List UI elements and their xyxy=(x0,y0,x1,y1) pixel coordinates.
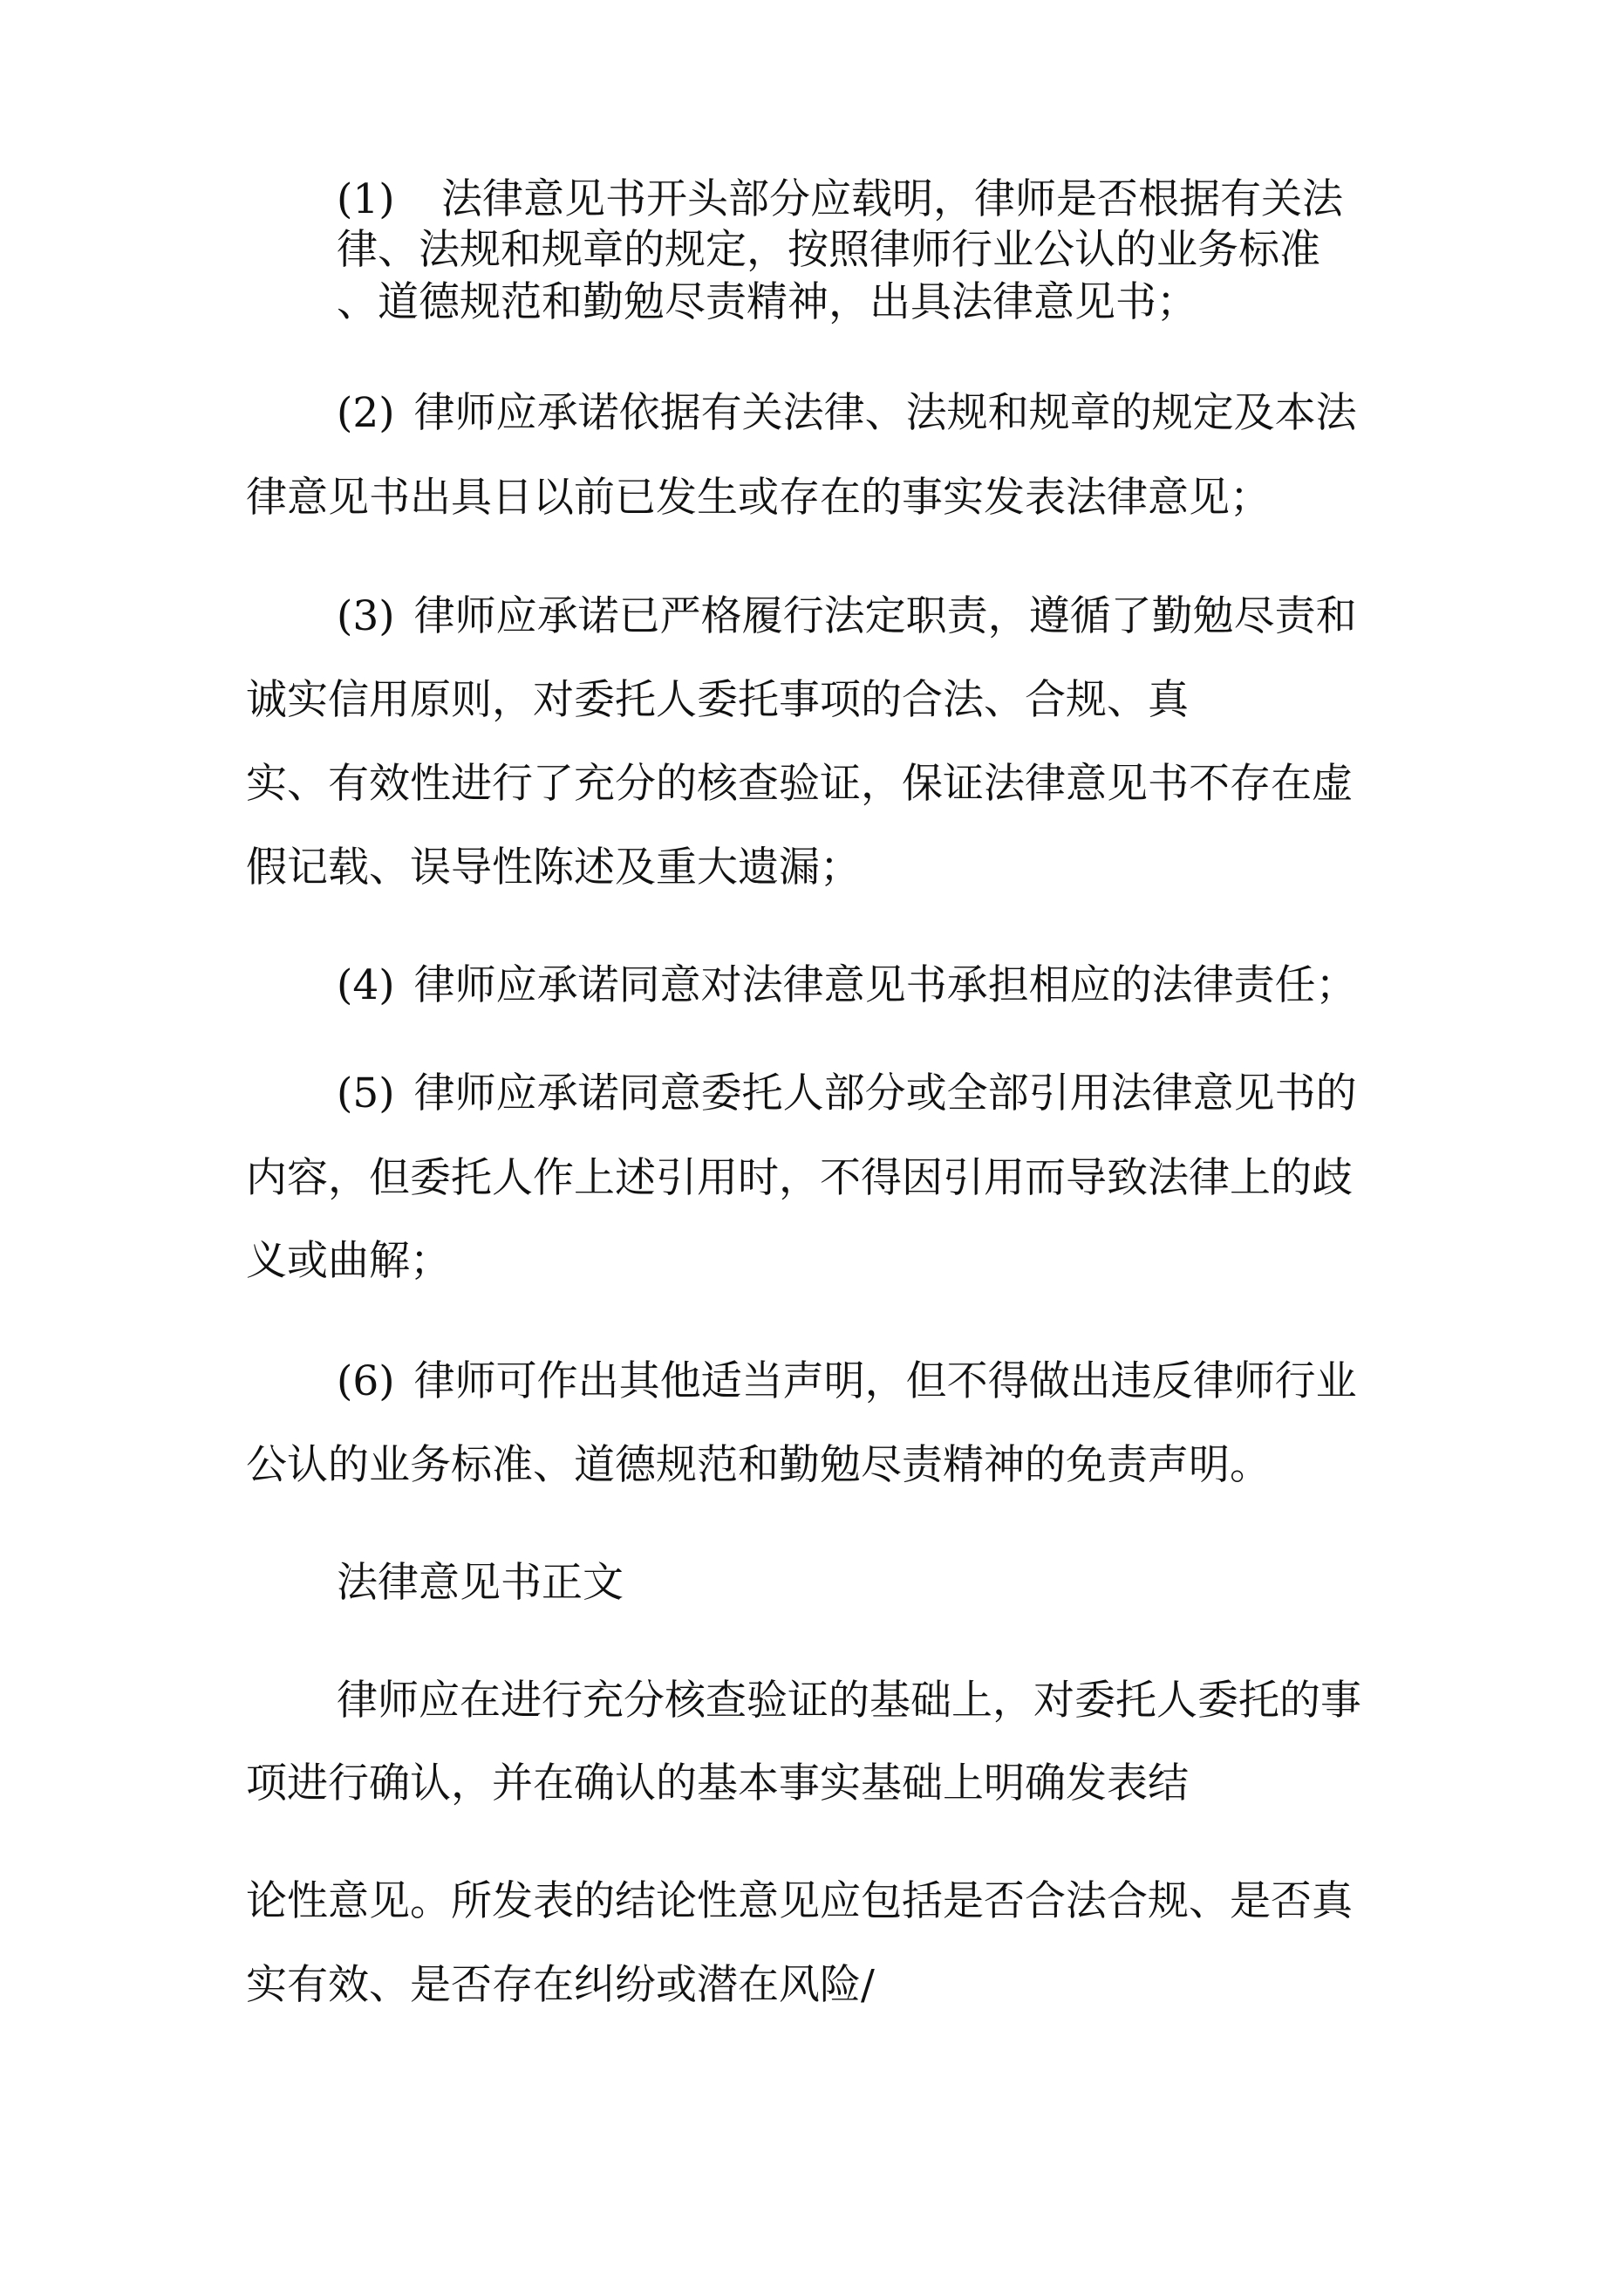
list-item-line: 诚实信用原则，对委托人委托事项的合法、合规、真 xyxy=(246,676,1189,724)
list-item-line: 假记载、误导性陈述及重大遗漏； xyxy=(246,844,861,892)
item-number: (1) xyxy=(337,175,395,223)
item-number: (3) xyxy=(337,592,395,640)
item-number: (2) xyxy=(337,389,395,437)
paragraph-line: 项进行确认，并在确认的基本事实基础上明确发表结 xyxy=(246,1760,1189,1807)
list-item-line: (3) 律师应承诺已严格履行法定职责，遵循了勤勉尽责和 xyxy=(337,592,1357,640)
list-item-line: (4) 律师应承诺同意对法律意见书承担相应的法律责任； xyxy=(337,961,1357,1009)
list-item-line: 实、有效性进行了充分的核查验证，保证法律意见书不存在虚 xyxy=(246,760,1353,808)
paragraph-line: 论性意见。所发表的结论性意见应包括是否合法合规、是否真 xyxy=(246,1877,1353,1925)
list-item-line: 公认的业务标准、道德规范和勤勉尽责精神的免责声明。 xyxy=(246,1441,1271,1489)
section-heading: 法律意见书正文 xyxy=(337,1559,624,1607)
list-item-line: (1) 法律意见书开头部分应载明，律师是否根据有关法 xyxy=(337,175,1343,223)
paragraph-line: 律师应在进行充分核查验证的基础上，对委托人委托的事 xyxy=(337,1677,1361,1725)
list-item-line: 律、法规和规章的规定，按照律师行业公认的业务标准 xyxy=(337,226,1320,274)
list-item-line: (2) 律师应承诺依据有关法律、法规和规章的规定及本法 xyxy=(337,389,1357,437)
list-item-line: 律意见书出具日以前已发生或存在的事实发表法律意见； xyxy=(246,474,1271,522)
paragraph-line: 实有效、是否存在纠纷或潜在风险/ xyxy=(246,1961,875,2009)
list-item-line: 内容，但委托人作上述引用时，不得因引用而导致法律上的歧 xyxy=(246,1154,1353,1202)
item-number: (4) xyxy=(337,961,395,1009)
list-item-line: 义或曲解； xyxy=(246,1237,451,1285)
list-item-line: (6) 律师可作出其他适当声明，但不得做出违反律师行业 xyxy=(337,1357,1357,1405)
list-item-line: 、道德规范和勤勉尽责精神，出具法律意见书； xyxy=(337,278,1197,326)
item-number: (6) xyxy=(337,1357,395,1405)
item-number: (5) xyxy=(337,1069,395,1117)
list-item-line: (5) 律师应承诺同意委托人部分或全部引用法律意见书的 xyxy=(337,1069,1357,1117)
